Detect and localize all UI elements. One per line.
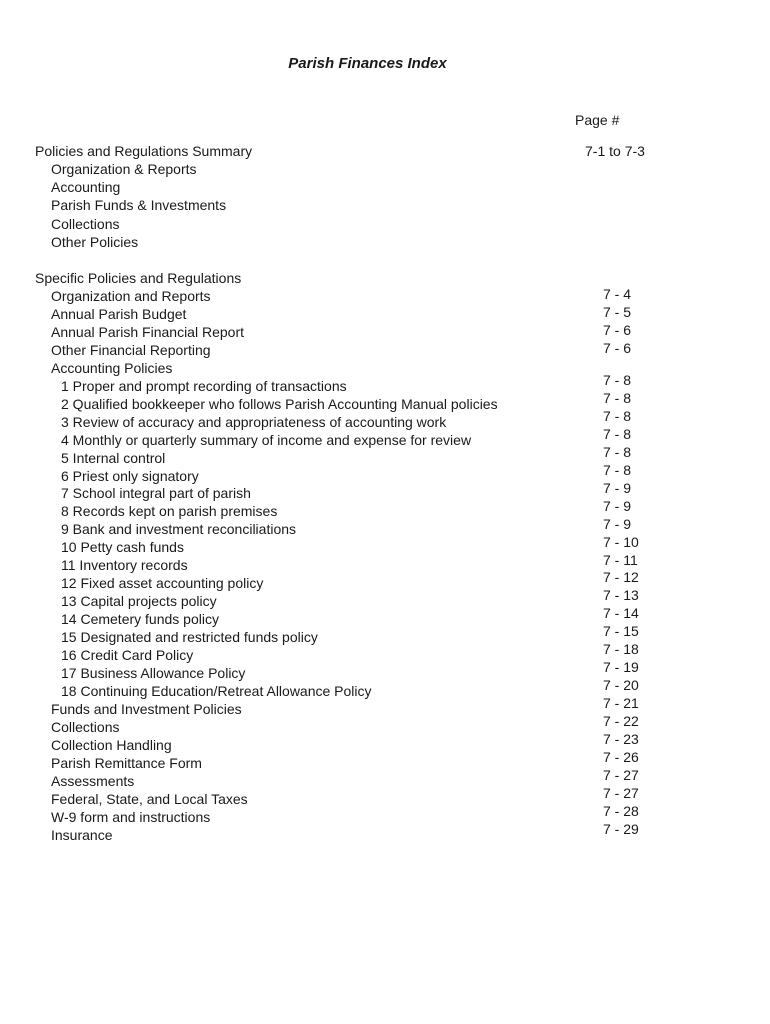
page-number: 7 - 6: [603, 340, 632, 356]
index-entry: Collections: [51, 718, 120, 735]
page-number: 7 - 13: [603, 587, 639, 604]
page-number-column-header: Page #: [575, 112, 620, 128]
index-entry: Other Financial Reporting: [51, 341, 211, 358]
index-entry: 1 Proper and prompt recording of transactions: [61, 377, 347, 394]
page-number: 7 - 27: [603, 784, 639, 801]
index-entry: Parish Remittance Form: [51, 754, 202, 771]
page-number: 7 - 12: [603, 569, 639, 586]
page-number: 7 - 22: [603, 713, 639, 730]
index-entry: Accounting Policies: [51, 359, 173, 376]
index-entry: 5 Internal control: [61, 449, 166, 466]
index-entry: 10 Petty cash funds: [61, 539, 184, 556]
summary-item: Collections: [51, 215, 120, 232]
index-entry: 13 Capital projects policy: [61, 593, 217, 610]
page-number: 7 - 21: [603, 695, 639, 712]
page-number: 7 - 28: [603, 802, 639, 819]
page-number: 7 - 8: [603, 389, 632, 406]
page-number: 7 - 6: [603, 322, 632, 338]
index-entry: 7 School integral part of parish: [61, 485, 251, 502]
index-entry: 3 Review of accuracy and appropriateness of accounting work: [61, 413, 447, 430]
summary-page-range: 7-1 to 7-3: [585, 143, 645, 159]
index-entry: Collection Handling: [51, 736, 172, 753]
page-number: 7 - 29: [603, 820, 639, 837]
page-number: 7 - 8: [603, 461, 632, 478]
index-entry: 4 Monthly or quarterly summary of income and expense for review: [61, 431, 472, 448]
index-entry: W-9 form and instructions: [51, 808, 211, 825]
page-number: 7 - 8: [603, 443, 632, 460]
index-entry: Assessments: [51, 772, 135, 789]
document-title: Parish Finances Index: [288, 55, 447, 72]
summary-item: Parish Funds & Investments: [51, 197, 227, 214]
specific-section-heading: Specific Policies and Regulations: [35, 270, 242, 286]
page-number: 7 - 15: [603, 623, 639, 640]
page-number: 7 - 5: [603, 304, 632, 320]
page-number: 7 - 8: [603, 425, 632, 442]
index-entry: 6 Priest only signatory: [61, 467, 199, 484]
index-entry: Annual Parish Budget: [51, 305, 187, 322]
page-number: 7 - 18: [603, 641, 639, 658]
page-number: 7 - 4: [603, 286, 632, 302]
summary-item: Organization & Reports: [51, 161, 197, 177]
index-entry: Annual Parish Financial Report: [51, 323, 244, 340]
index-entry: Federal, State, and Local Taxes: [51, 790, 248, 807]
page-number: 7 - 14: [603, 605, 639, 622]
index-entry: Organization and Reports: [51, 288, 211, 304]
index-entry: 14 Cemetery funds policy: [61, 611, 219, 628]
page-number: 7 - 26: [603, 748, 639, 765]
page-number: 7 - 20: [603, 677, 639, 694]
summary-section-heading: Policies and Regulations Summary: [35, 143, 253, 159]
index-entry: 15 Designated and restricted funds policy: [61, 629, 318, 646]
index-entry: 12 Fixed asset accounting policy: [61, 575, 264, 592]
summary-item: Accounting: [51, 179, 121, 196]
index-entry: 9 Bank and investment reconciliations: [61, 521, 297, 538]
page-number: 7 - 27: [603, 766, 639, 783]
page-number: 7 - 19: [603, 659, 639, 676]
index-entry: 8 Records kept on parish premises: [61, 503, 278, 520]
page-number: 7 - 11: [603, 551, 638, 568]
index-entry: 11 Inventory records: [61, 557, 188, 574]
index-entry: 2 Qualified bookkeeper who follows Parish Accounting Manual policies: [61, 395, 498, 412]
index-entry: 17 Business Allowance Policy: [61, 664, 246, 681]
page-number: 7 - 8: [603, 372, 632, 388]
summary-item: Other Policies: [51, 233, 139, 250]
page-number: 7 - 10: [603, 533, 639, 550]
page-number: 7 - 23: [603, 731, 639, 747]
page-number: 7 - 9: [603, 497, 632, 514]
index-entry: 16 Credit Card Policy: [61, 647, 194, 663]
index-entry: Insurance: [51, 826, 113, 843]
page-number: 7 - 9: [603, 515, 632, 532]
index-entry: Funds and Investment Policies: [51, 700, 242, 717]
page-number: 7 - 8: [603, 407, 632, 424]
page-number: 7 - 9: [603, 479, 632, 496]
index-entry: 18 Continuing Education/Retreat Allowance Policy: [61, 682, 372, 699]
